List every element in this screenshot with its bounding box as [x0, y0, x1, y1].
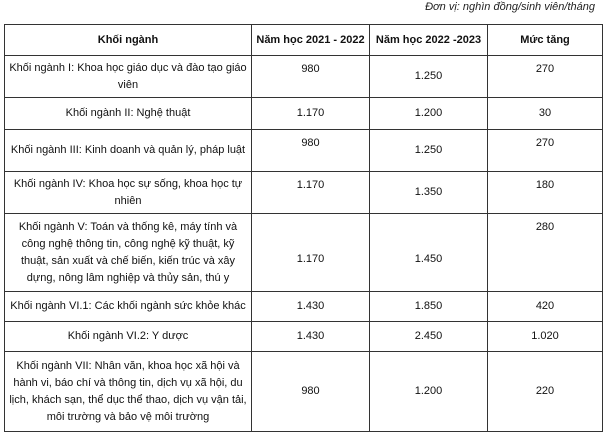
table-header-row	[5, 25, 603, 56]
cell-group: Khối ngành VI.1: Các khối ngành sức khỏe khác	[5, 292, 252, 322]
cell-2022: 1.450	[370, 214, 488, 292]
cell-group: Khối ngành I: Khoa học giáo dục và đào tạo giáo viên	[5, 56, 252, 98]
table-row	[5, 322, 603, 352]
table-row	[5, 214, 603, 292]
header-2022-2023: Năm học 2022 -2023	[370, 25, 488, 56]
cell-increase: 30	[488, 98, 603, 130]
cell-group: Khối ngành VII: Nhân văn, khoa học xã hội và hành vi, báo chí và thông tin, dịch vụ xã hội, du lịch, khách sạn, thể dục thể thao, dịch vụ vận tải, môi trường và bảo vệ môi trường	[5, 352, 252, 432]
cell-increase: 270	[488, 56, 603, 98]
cell-2021: 1.170	[252, 98, 370, 130]
cell-group: Khối ngành V: Toán và thống kê, máy tính và công nghệ thông tin, công nghệ kỹ thuật, kỹ thuật, sản xuất và chế biến, kiến trúc và xây dựng, nông lâm nghiệp và thủy sản, thú y	[5, 214, 252, 292]
cell-2021: 980	[252, 130, 370, 172]
cell-2022: 1.250	[370, 130, 488, 172]
cell-2022: 1.200	[370, 352, 488, 432]
cell-2021: 980	[252, 352, 370, 432]
cell-2021: 980	[252, 56, 370, 98]
table-row	[5, 98, 603, 130]
cell-group: Khối ngành III: Kinh doanh và quản lý, pháp luật	[5, 130, 252, 172]
cell-increase: 280	[488, 214, 603, 292]
cell-increase: 270	[488, 130, 603, 172]
cell-increase: 1.020	[488, 322, 603, 352]
table-row	[5, 56, 603, 98]
cell-2022: 1.200	[370, 98, 488, 130]
tuition-table	[4, 24, 603, 432]
cell-increase: 220	[488, 352, 603, 432]
cell-2022: 1.850	[370, 292, 488, 322]
cell-2022: 1.250	[370, 56, 488, 98]
cell-2021: 1.430	[252, 322, 370, 352]
cell-increase: 180	[488, 172, 603, 214]
cell-2021: 1.170	[252, 214, 370, 292]
cell-group: Khối ngành VI.2: Y dược	[5, 322, 252, 352]
unit-note: Đơn vị: nghìn đồng/sinh viên/tháng	[425, 1, 595, 13]
table-row	[5, 352, 603, 432]
table-row	[5, 292, 603, 322]
table-row	[5, 172, 603, 214]
cell-2022: 2.450	[370, 322, 488, 352]
header-2021-2022: Năm học 2021 - 2022	[252, 25, 370, 56]
cell-2022: 1.350	[370, 172, 488, 214]
cell-increase: 420	[488, 292, 603, 322]
cell-2021: 1.170	[252, 172, 370, 214]
cell-2021: 1.430	[252, 292, 370, 322]
table-row	[5, 130, 603, 172]
cell-group: Khối ngành II: Nghệ thuật	[5, 98, 252, 130]
cell-group: Khối ngành IV: Khoa học sự sống, khoa học tự nhiên	[5, 172, 252, 214]
header-muc-tang: Mức tăng	[488, 25, 603, 56]
header-khoi-nganh: Khối ngành	[5, 25, 252, 56]
